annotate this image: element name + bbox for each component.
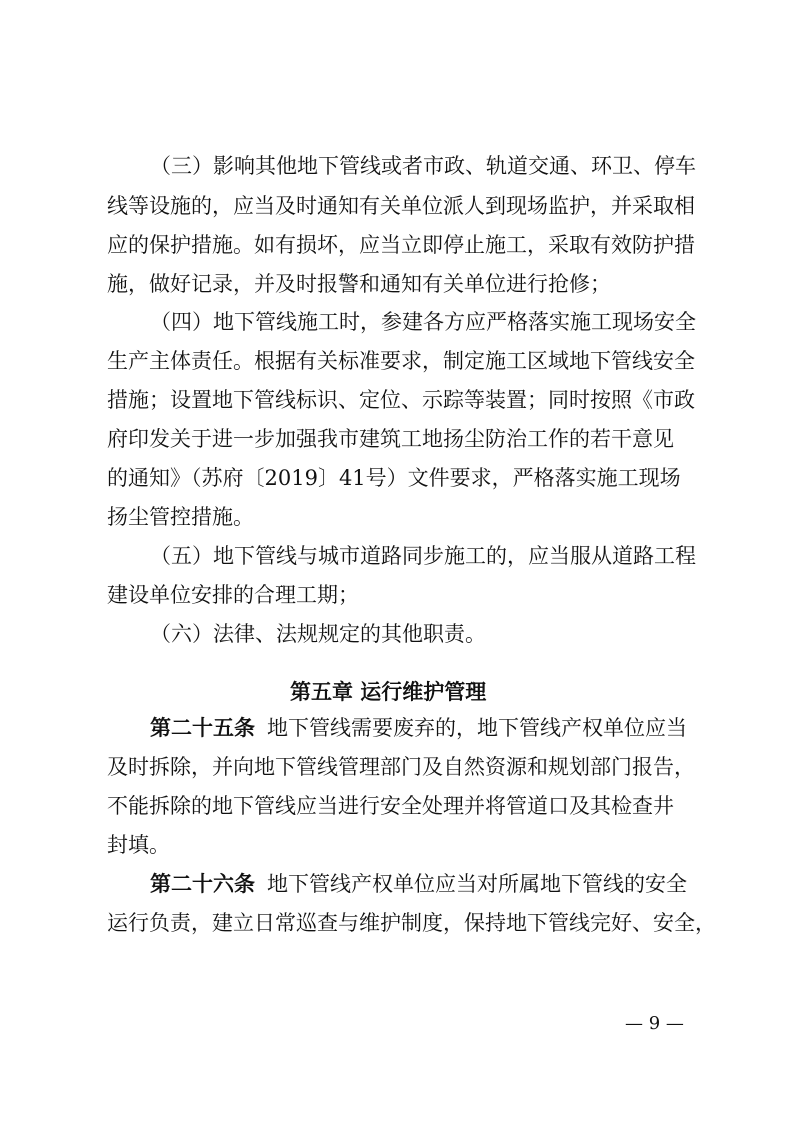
article-25-line-3: 不能拆除的地下管线应当进行安全处理并将管道口及其检查井 bbox=[107, 794, 674, 818]
paragraph-4-line-2: 生产主体责任。根据有关标准要求，制定施工区域地下管线安全 bbox=[107, 349, 695, 373]
article-25-line-1 bbox=[150, 715, 687, 741]
chapter-title: 第五章 运行维护管理 bbox=[290, 680, 487, 704]
article-25-line-2: 及时拆除，并向地下管线管理部门及自然资源和规划部门报告， bbox=[107, 755, 695, 779]
paragraph-4-line-5: 的通知》（苏府〔2019〕41号）文件要求，严格落实施工现场 bbox=[107, 466, 681, 490]
paragraph-3-line-2: 线等设施的，应当及时通知有关单位派人到现场监护，并采取相 bbox=[107, 194, 695, 218]
page-number: — 9 — bbox=[625, 1013, 684, 1034]
paragraph-3-line-1: （三）影响其他地下管线或者市政、轨道交通、环卫、停车 bbox=[150, 154, 696, 178]
paragraph-4-line-4: 府印发关于进一步加强我市建筑工地扬尘防治工作的若干意见 bbox=[107, 427, 674, 451]
article-25-text-1: 地下管线需要废弃的，地下管线产权单位应当 bbox=[267, 716, 687, 740]
article-26-label: 第二十六条 bbox=[150, 872, 255, 896]
paragraph-4-line-1: （四）地下管线施工时，参建各方应严格落实施工现场安全 bbox=[150, 310, 696, 334]
paragraph-3-line-3: 应的保护措施。如有损坏，应当立即停止施工，采取有效防护措 bbox=[107, 233, 695, 257]
paragraph-6-line-1: （六）法律、法规规定的其他职责。 bbox=[150, 622, 486, 646]
paragraph-3-line-4: 施，做好记录，并及时报警和通知有关单位进行抢修； bbox=[107, 272, 611, 296]
article-25-label: 第二十五条 bbox=[150, 716, 255, 740]
paragraph-4-line-6: 扬尘管控措施。 bbox=[107, 505, 254, 529]
article-26-text-1: 地下管线产权单位应当对所属地下管线的安全 bbox=[267, 872, 687, 896]
article-26-line-1 bbox=[150, 871, 687, 897]
paragraph-4-line-3: 措施；设置地下管线标识、定位、示踪等装置；同时按照《市政 bbox=[107, 388, 695, 412]
paragraph-5-line-2: 建设单位安排的合理工期； bbox=[107, 583, 359, 607]
paragraph-5-line-1: （五）地下管线与城市道路同步施工的，应当服从道路工程 bbox=[150, 544, 696, 568]
article-25-line-4: 封填。 bbox=[107, 833, 170, 857]
article-26-line-2: 运行负责，建立日常巡查与维护制度，保持地下管线完好、安全， bbox=[107, 911, 716, 935]
